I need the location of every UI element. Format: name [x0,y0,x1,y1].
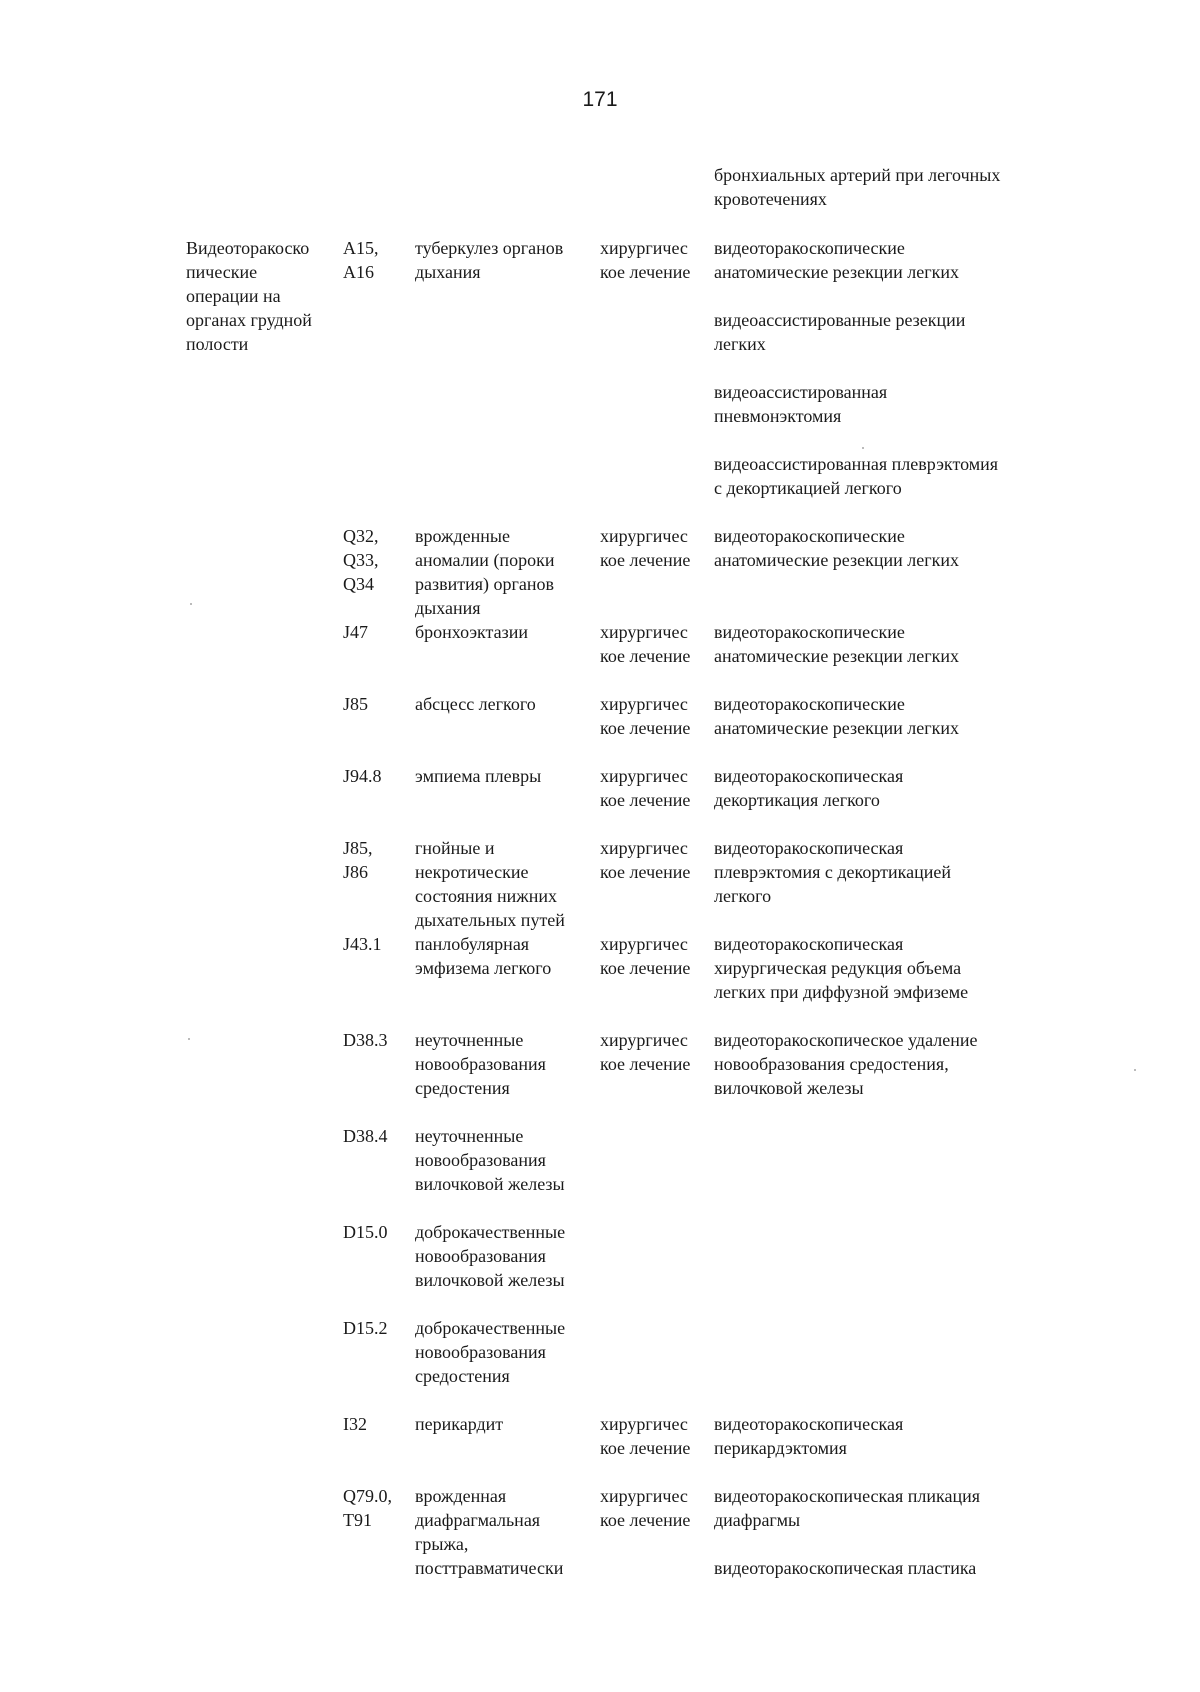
diagnosis-line: новообразования [415,1246,546,1266]
treatment-type-line: хирургичес [600,1030,688,1050]
diagnosis-line: новообразования [415,1150,546,1170]
diagnosis-line: некротические [415,862,529,882]
section-name-line: полости [186,334,249,354]
diagnosis-line: грыжа, [415,1534,469,1554]
diagnosis-line: дыхания [415,262,481,282]
treatment-method-line: анатомические резекции легких [714,262,959,282]
page-number: 171 [582,88,618,111]
treatment-type-line: хирургичес [600,694,688,714]
treatment-method-line: видеоторакоскопическая [714,766,904,786]
treatment-method-line: вилочковой железы [714,1078,864,1098]
treatment-type-line: кое лечение [600,718,691,738]
diagnosis-line: развития) органов [415,574,555,594]
treatment-method-line: бронхиальных артерий при легочных [714,165,1001,185]
treatment-type-line: хирургичес [600,1486,688,1506]
diagnosis-line: посттравматически [415,1558,564,1578]
code-line: Q79.0, [343,1486,392,1506]
scan-speck [190,603,192,605]
treatment-type-line: хирургичес [600,238,688,258]
treatment-method-line: легкого [714,886,772,906]
treatment-type-line: хирургичес [600,1414,688,1434]
diagnosis-line: дыхательных путей [415,910,565,930]
scan-speck [1134,1069,1136,1071]
treatment-method-line: видеоторакоскопические [714,694,905,714]
diagnosis-line: доброкачественные [415,1222,566,1242]
diagnosis-line: туберкулез органов [415,238,564,258]
section-name-line: органах грудной [186,310,312,330]
treatment-method-line: видеоассистированная плеврэктомия [714,454,999,474]
treatment-type-line: хирургичес [600,838,688,858]
treatment-type-line: кое лечение [600,646,691,666]
diagnosis-line: неуточненные [415,1126,524,1146]
treatment-type-line: кое лечение [600,1438,691,1458]
treatment-method-line: анатомические резекции легких [714,718,959,738]
diagnosis-line: состояния нижних [415,886,558,906]
diagnosis-line: аномалии (пороки [415,550,555,570]
treatment-method-line: анатомические резекции легких [714,550,959,570]
treatment-type-line: кое лечение [600,862,691,882]
diagnosis-line: новообразования [415,1342,546,1362]
code-line: D38.4 [343,1126,388,1146]
diagnosis-line: бронхоэктазии [415,622,529,642]
treatment-method-line: диафрагмы [714,1510,801,1530]
treatment-method-line: видеоторакоскопическая [714,934,904,954]
treatment-type-line: кое лечение [600,1054,691,1074]
treatment-method-line: пневмонэктомия [714,406,842,426]
diagnosis-line: новообразования [415,1054,546,1074]
treatment-method-line: перикардэктомия [714,1438,847,1458]
code-line: J94.8 [343,766,382,786]
code-line: Q33, [343,550,379,570]
code-line: I32 [343,1414,367,1434]
diagnosis-line: вилочковой железы [415,1270,565,1290]
diagnosis-line: абсцесс легкого [415,694,536,714]
diagnosis-line: вилочковой железы [415,1174,565,1194]
treatment-method-line: видеоторакоскопическая [714,838,904,858]
treatment-method-line: видеоторакоскопическая пластика [714,1558,977,1578]
code-line: D38.3 [343,1030,388,1050]
treatment-method-line: легких [714,334,766,354]
code-line: Q32, [343,526,379,546]
diagnosis-line: врожденная [415,1486,507,1506]
code-line: J43.1 [343,934,382,954]
code-line: J85, [343,838,373,858]
treatment-method-line: хирургическая редукция объема [714,958,962,978]
treatment-method-line: с декортикацией легкого [714,478,902,498]
treatment-method-line: видеоассистированная [714,382,888,402]
diagnosis-line: диафрагмальная [415,1510,541,1530]
treatment-method-line: видеоторакоскопическое удаление [714,1030,978,1050]
treatment-method-line: анатомические резекции легких [714,646,959,666]
diagnosis-line: панлобулярная [415,934,530,954]
treatment-type-line: кое лечение [600,1510,691,1530]
diagnosis-line: гнойные и [415,838,495,858]
diagnosis-line: доброкачественные [415,1318,566,1338]
code-line: Q34 [343,574,374,594]
diagnosis-line: врожденные [415,526,510,546]
treatment-type-line: кое лечение [600,790,691,810]
section-name-line: операции на [186,286,281,306]
code-line: J86 [343,862,369,882]
treatment-type-line: кое лечение [600,550,691,570]
treatment-method-line: видеоторакоскопическая [714,1414,904,1434]
treatment-method-line: декортикация легкого [714,790,880,810]
code-line: D15.2 [343,1318,388,1338]
treatment-method-line: легких при диффузной эмфиземе [714,982,969,1002]
diagnosis-line: эмфизема легкого [415,958,552,978]
diagnosis-line: дыхания [415,598,481,618]
code-line: A16 [343,262,374,282]
section-name-line: пические [186,262,258,282]
code-line: J85 [343,694,369,714]
treatment-type-line: хирургичес [600,622,688,642]
scan-speck [188,1038,190,1040]
diagnosis-line: перикардит [415,1414,504,1434]
scan-speck [862,447,864,449]
code-line: A15, [343,238,379,258]
treatment-type-line: кое лечение [600,262,691,282]
treatment-method-line: видеоторакоскопические [714,526,905,546]
diagnosis-line: эмпиема плевры [415,766,542,786]
code-line: D15.0 [343,1222,388,1242]
diagnosis-line: средостения [415,1078,510,1098]
treatment-method-line: плеврэктомия с декортикацией [714,862,951,882]
treatment-method-line: видеоторакоскопические [714,238,905,258]
treatment-method-line: видеоторакоскопическая пликация [714,1486,981,1506]
code-line: T91 [343,1510,372,1530]
treatment-method-line: новообразования средостения, [714,1054,949,1074]
treatment-method-line: видеоассистированные резекции [714,310,966,330]
diagnosis-line: средостения [415,1366,510,1386]
treatment-type-line: хирургичес [600,766,688,786]
treatment-method-line: видеоторакоскопические [714,622,905,642]
section-name-line: Видеоторакоско [186,238,310,258]
treatment-method-line: кровотечениях [714,189,827,209]
treatment-type-line: кое лечение [600,958,691,978]
treatment-type-line: хирургичес [600,526,688,546]
treatment-type-line: хирургичес [600,934,688,954]
diagnosis-line: неуточненные [415,1030,524,1050]
code-line: J47 [343,622,369,642]
